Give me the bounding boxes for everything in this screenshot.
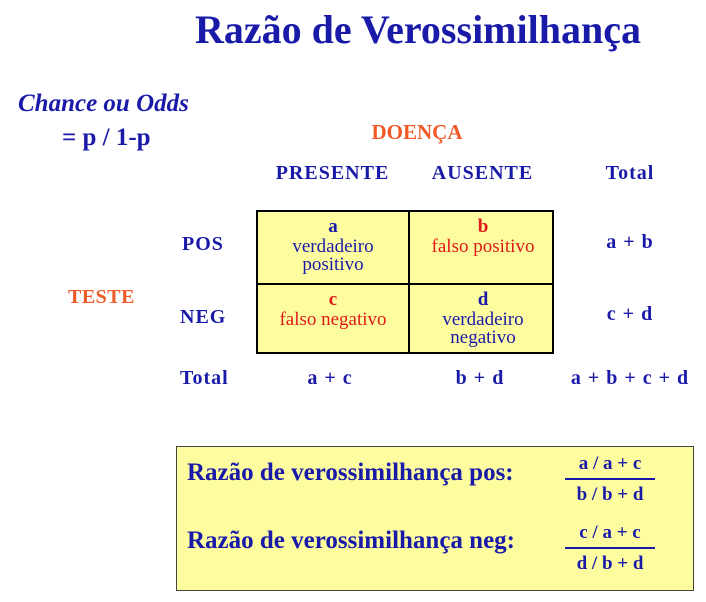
page-title: Razão de Verossimilhança [195, 7, 641, 52]
disease-label: DOENÇA [371, 120, 463, 144]
cell-false-negative [260, 285, 406, 354]
likelihood-ratio-neg-fraction [565, 522, 655, 575]
column-header-present: PRESENTE [275, 162, 390, 184]
fraction-numerator: a / a + c [565, 453, 655, 480]
cell-text-line1: verdadeiro [442, 309, 524, 330]
total-ab: a + b [606, 231, 654, 253]
cell-letter: c [328, 289, 338, 310]
likelihood-ratio-neg-label: Razão de verossimilhança neg: [187, 527, 515, 554]
cell-letter: d [477, 289, 489, 310]
likelihood-ratio-pos-fraction [565, 453, 655, 506]
cell-text-line1: falso negativo [279, 309, 387, 330]
likelihood-ratio-pos-label: Razão de verossimilhança pos: [187, 459, 514, 486]
row-header-pos: POS [182, 233, 224, 255]
cell-text-line1: verdadeiro [292, 236, 374, 257]
fraction-denominator: d / b + d [576, 553, 644, 574]
row-header-neg: NEG [180, 306, 227, 328]
fraction-numerator: c / a + c [565, 522, 655, 549]
cell-text-line2: negativo [450, 327, 516, 348]
cell-text-line2: positivo [302, 254, 364, 275]
total-bd: b + d [455, 367, 505, 389]
column-header-absent: AUSENTE [431, 162, 534, 184]
cell-true-negative [410, 285, 556, 354]
fraction-denominator: b / b + d [576, 484, 644, 505]
cell-text-line1: falso positivo [431, 236, 535, 257]
odds-formula: = p / 1-p [62, 124, 151, 151]
likelihood-ratio-box [176, 446, 694, 591]
cell-letter: b [477, 216, 489, 237]
cell-true-positive [260, 212, 406, 281]
total-cd: c + d [606, 303, 654, 325]
test-label: TESTE [68, 286, 135, 308]
row-header-total: Total [180, 367, 229, 389]
odds-label: Chance ou Odds [18, 90, 189, 117]
column-header-total: Total [605, 162, 655, 184]
total-all: a + b + c + d [570, 367, 690, 389]
total-ac: a + c [307, 367, 353, 389]
cell-false-positive [410, 212, 556, 281]
contingency-table [256, 210, 554, 354]
cell-letter: a [328, 216, 338, 237]
